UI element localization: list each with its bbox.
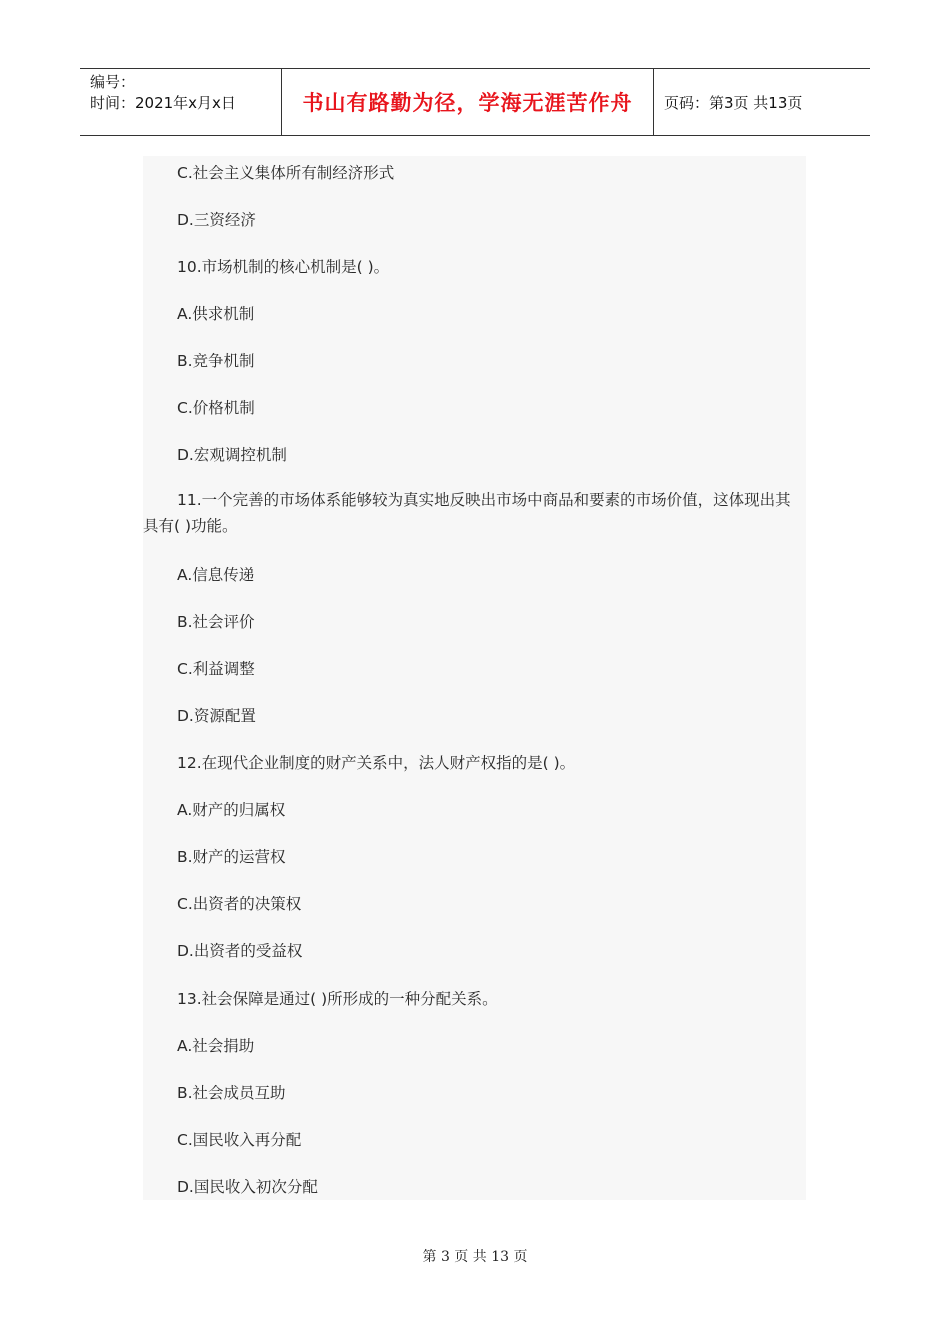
option-line: D.资源配置 xyxy=(177,707,256,725)
option-line: C.社会主义集体所有制经济形式 xyxy=(177,164,395,182)
option-line: D.国民收入初次分配 xyxy=(177,1178,318,1196)
header-motto: 书山有路勤为径，学海无涯苦作舟 xyxy=(281,69,654,135)
option-line: B.社会评价 xyxy=(177,613,255,631)
option-line: D.宏观调控机制 xyxy=(177,446,287,464)
option-line: B.财产的运营权 xyxy=(177,848,286,866)
question-line: 13.社会保障是通过( )所形成的一种分配关系。 xyxy=(177,990,498,1008)
page-header xyxy=(80,68,870,136)
option-line: B.竞争机制 xyxy=(177,352,255,370)
question-line: 12.在现代企业制度的财产关系中，法人财产权指的是( )。 xyxy=(177,754,576,772)
option-line: A.社会捐助 xyxy=(177,1037,255,1055)
option-line: C.出资者的决策权 xyxy=(177,895,302,913)
question-line: 10.市场机制的核心机制是( )。 xyxy=(177,258,390,276)
number-label: 编号： xyxy=(90,73,136,91)
option-line: D.三资经济 xyxy=(177,211,256,229)
header-meta xyxy=(80,69,281,135)
option-line: A.供求机制 xyxy=(177,305,255,323)
option-line: C.利益调整 xyxy=(177,660,255,678)
question-line: 11.一个完善的市场体系能够较为真实地反映出市场中商品和要素的市场价值，这体现出其 具有( )功能。 xyxy=(143,491,791,535)
question-content xyxy=(143,156,806,1200)
option-line: C.价格机制 xyxy=(177,399,255,417)
option-line: A.财产的归属权 xyxy=(177,801,286,819)
option-line: A.信息传递 xyxy=(177,566,255,584)
option-line: B.社会成员互助 xyxy=(177,1084,286,1102)
option-line: D.出资者的受益权 xyxy=(177,942,303,960)
option-line: C.国民收入再分配 xyxy=(177,1131,302,1149)
page-footer: 第 3 页 共 13 页 xyxy=(422,1249,528,1265)
time-label: 时间：2021年x月x日 xyxy=(90,94,236,112)
header-page-info: 页码：第3页 共13页 xyxy=(664,93,803,112)
